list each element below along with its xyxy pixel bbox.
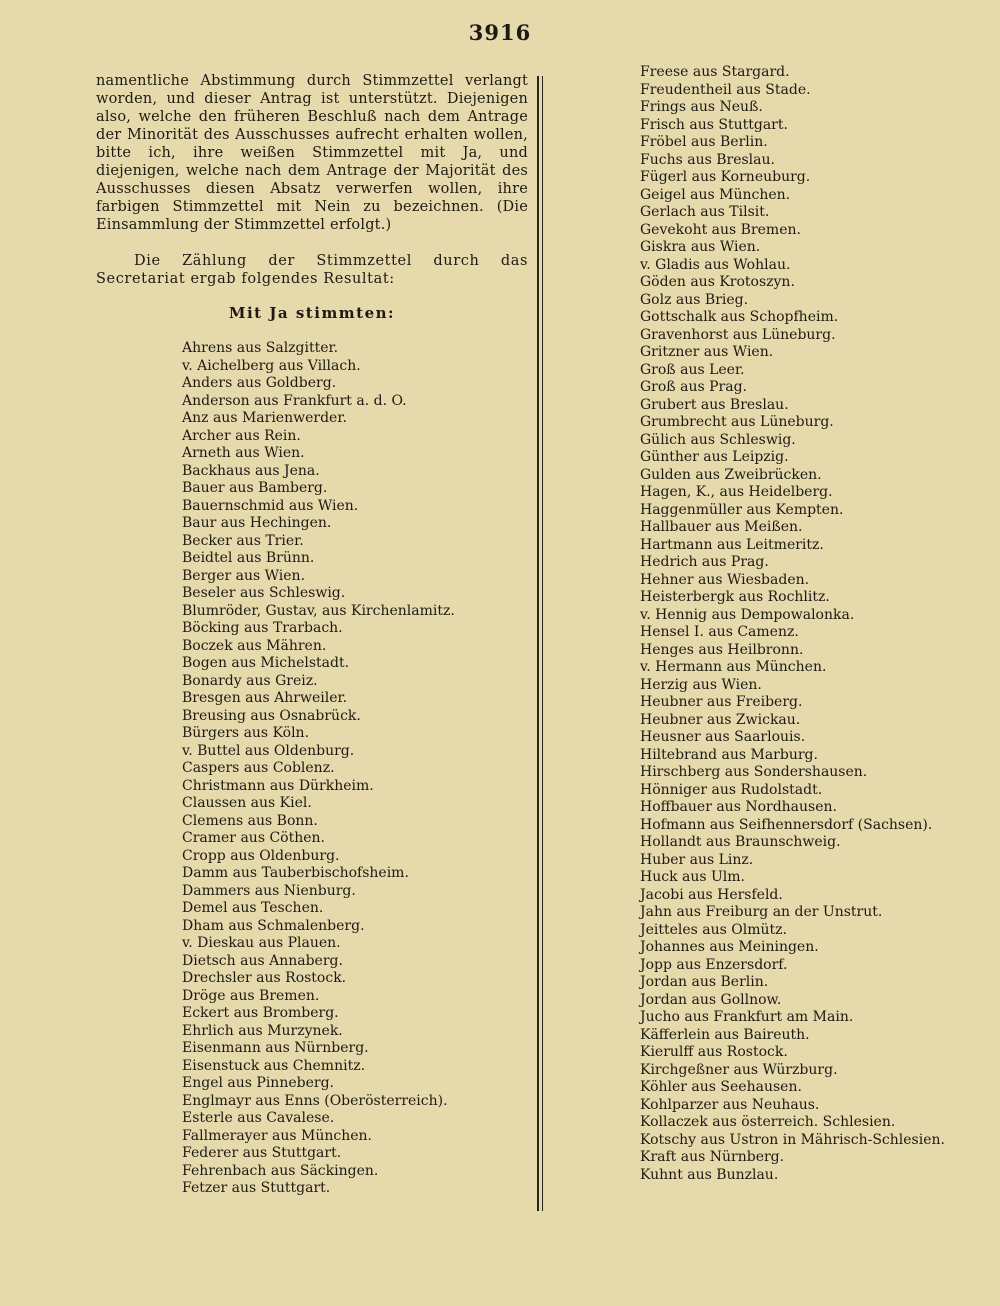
voter-name: v. Gladis aus Wohlau. (640, 256, 791, 273)
voter-name: Jordan aus Berlin. (640, 974, 769, 990)
voter-name: Gritzner aus Wien. (640, 344, 774, 360)
voter-name: Demel aus Teschen. (182, 900, 324, 916)
voter-name: Giskra aus Wien. (640, 239, 761, 255)
voter-name: Kierulff aus Rostock. (640, 1044, 788, 1060)
voter-name: Fetzer aus Stuttgart. (182, 1180, 331, 1196)
voter-name: Arneth aus Wien. (182, 445, 305, 461)
voter-name: Göden aus Krotoszyn. (640, 274, 795, 290)
voter-name: Englmayr aus Enns (Oberösterreich). (182, 1092, 448, 1109)
voter-name: Hagen, K., aus Heidelberg. (640, 484, 833, 500)
intro-paragraph: namentliche Abstimmung durch Stimmzettel verlangt worden, und dieser Antrag ist unterstützt. Diejenigen also, welche den früheren Beschluß nach dem Antrage der Minorität des Ausschusses aufrecht erhalten wollen, bitte ich, ihre weißen Stimmzettel mit Ja, und diejenigen, welche nach dem Antrage der Majorität des Ausschusses diesen Absatz verwerfen wollen, ihre farbigen Stimmzettel mit Nein zu bezeichnen. (Die Einsammlung der Stimmzettel erfolgt.) (96, 73, 528, 233)
voter-name: Gerlach aus Tilsit. (640, 204, 770, 220)
voter-name: Kohlparzer aus Neuhaus. (640, 1096, 820, 1113)
column-divider-inner (542, 76, 543, 1211)
voter-name: Archer aus Rein. (182, 427, 301, 444)
voter-name: Heubner aus Freiberg. (640, 694, 803, 710)
count-result-paragraph: Die Zählung der Stimmzettel durch das Secretariat ergab folgendes Resultat: (96, 253, 528, 287)
voter-name: Hehner aus Wiesbaden. (640, 571, 810, 588)
voter-name: Golz aus Brieg. (640, 291, 749, 308)
voter-name: Breusing aus Osnabrück. (182, 707, 361, 724)
voter-name: Haggenmüller aus Kempten. (640, 501, 844, 518)
voter-name: Hartmann aus Leitmeritz. (640, 536, 824, 553)
left-name-list (96, 340, 528, 1198)
voter-name: Hensel I. aus Camenz. (640, 624, 799, 640)
voter-name: Ehrlich aus Murzynek. (182, 1022, 343, 1039)
voter-name: Johannes aus Meiningen. (640, 939, 819, 955)
voter-name: Hedrich aus Prag. (640, 554, 769, 570)
voter-name: Kollaczek aus österreich. Schlesien. (640, 1114, 896, 1130)
voter-name: Bogen aus Michelstadt. (182, 655, 350, 671)
voter-name: Hofmann aus Seifhennersdorf (Sachsen). (640, 816, 933, 833)
voter-name: Hiltebrand aus Marburg. (640, 746, 818, 763)
voter-name: Damm aus Tauberbischofsheim. (182, 865, 409, 881)
voter-name: Eisenmann aus Nürnberg. (182, 1040, 369, 1056)
voter-name: Jahn aus Freiburg an der Unstrut. (640, 904, 883, 920)
voter-name: Anz aus Marienwerder. (182, 410, 347, 426)
voter-name: v. Buttel aus Oldenburg. (182, 742, 355, 759)
voter-name: Freudentheil aus Stade. (640, 81, 811, 98)
voter-name: Gulden aus Zweibrücken. (640, 466, 822, 483)
voter-name: Backhaus aus Jena. (182, 462, 320, 479)
voter-name: Jordan aus Gollnow. (640, 991, 782, 1008)
right-column (640, 64, 970, 1184)
voter-name: Käfferlein aus Baireuth. (640, 1026, 810, 1043)
voter-name: Caspers aus Coblenz. (182, 760, 335, 776)
voter-name: Fehrenbach aus Säckingen. (182, 1162, 379, 1179)
voter-name: Grubert aus Breslau. (640, 396, 789, 413)
voter-name: Beidtel aus Brünn. (182, 550, 315, 566)
voter-name: Anderson aus Frankfurt a. d. O. (182, 392, 407, 409)
voter-name: Gravenhorst aus Lüneburg. (640, 326, 836, 343)
voter-name: Heubner aus Zwickau. (640, 711, 801, 728)
voter-name: Freese aus Stargard. (640, 64, 790, 80)
voter-name: Groß aus Leer. (640, 361, 745, 378)
right-name-list (640, 64, 970, 1184)
voter-name: Huber aus Linz. (640, 851, 754, 868)
voter-name: Boczek aus Mähren. (182, 637, 327, 654)
voter-name: Christmann aus Dürkheim. (182, 777, 374, 794)
voter-name: Hollandt aus Braunschweig. (640, 834, 841, 850)
voter-name: Kuhnt aus Bunzlau. (640, 1166, 779, 1183)
voter-name: Blumröder, Gustav, aus Kirchenlamitz. (182, 602, 455, 619)
voter-name: Dammers aus Nienburg. (182, 882, 356, 899)
voter-name: Dietsch aus Annaberg. (182, 952, 343, 969)
page-number: 3916 (468, 20, 532, 45)
voter-name: Heusner aus Saarlouis. (640, 729, 806, 745)
voter-name: Groß aus Prag. (640, 379, 747, 395)
voter-name: Böcking aus Trarbach. (182, 620, 343, 636)
voter-name: Jucho aus Frankfurt am Main. (640, 1009, 854, 1025)
voter-name: Drechsler aus Rostock. (182, 970, 347, 986)
voter-name: Heisterbergk aus Rochlitz. (640, 589, 830, 605)
voter-name: Jopp aus Enzersdorf. (640, 956, 788, 973)
voter-name: Baur aus Hechingen. (182, 515, 332, 531)
voter-name: Geigel aus München. (640, 186, 791, 203)
voter-name: Engel aus Pinneberg. (182, 1075, 334, 1091)
voter-name: v. Aichelberg aus Villach. (182, 357, 361, 374)
voter-name: Bürgers aus Köln. (182, 725, 310, 741)
voter-name: Gevekoht aus Bremen. (640, 221, 801, 238)
voter-name: Dröge aus Bremen. (182, 987, 320, 1004)
voter-name: v. Hennig aus Dempowalonka. (640, 606, 855, 623)
voter-name: Claussen aus Kiel. (182, 795, 312, 811)
voter-name: Hirschberg aus Sondershausen. (640, 764, 868, 780)
voter-name: Bresgen aus Ahrweiler. (182, 690, 348, 706)
voter-name: Frings aus Neuß. (640, 99, 763, 115)
column-divider (537, 76, 539, 1211)
voter-name: Hallbauer aus Meißen. (640, 519, 803, 535)
voter-name: Frisch aus Stuttgart. (640, 116, 788, 133)
voter-name: Cropp aus Oldenburg. (182, 847, 340, 864)
voter-name: Kirchgeßner aus Würzburg. (640, 1061, 838, 1078)
voter-name: Beseler aus Schleswig. (182, 585, 346, 601)
yes-votes-heading: Mit Ja stimmten: (228, 304, 396, 322)
voter-name: Günther aus Leipzig. (640, 449, 789, 465)
voter-name: Henges aus Heilbronn. (640, 641, 804, 658)
voter-name: Kotschy aus Ustron in Mährisch-Schlesien. (640, 1131, 945, 1148)
voter-name: Eckert aus Bromberg. (182, 1005, 339, 1021)
voter-name: Grumbrecht aus Lüneburg. (640, 414, 834, 430)
voter-name: Becker aus Trier. (182, 532, 304, 549)
voter-name: Huck aus Ulm. (640, 869, 745, 885)
voter-name: Fröbel aus Berlin. (640, 134, 768, 150)
voter-name: Eisenstuck aus Chemnitz. (182, 1057, 366, 1074)
voter-name: Fuchs aus Breslau. (640, 151, 775, 168)
voter-name: Bonardy aus Greiz. (182, 672, 318, 689)
voter-name: Hoffbauer aus Nordhausen. (640, 799, 837, 815)
voter-name: Jacobi aus Hersfeld. (640, 886, 783, 903)
voter-name: Esterle aus Cavalese. (182, 1110, 335, 1126)
voter-name: Herzig aus Wien. (640, 676, 762, 693)
voter-name: v. Hermann aus München. (640, 659, 827, 675)
voter-name: Fügerl aus Korneuburg. (640, 169, 811, 185)
voter-name: Köhler aus Seehausen. (640, 1079, 802, 1095)
voter-name: Clemens aus Bonn. (182, 812, 318, 829)
voter-name: Gottschalk aus Schopfheim. (640, 309, 839, 325)
voter-name: Federer aus Stuttgart. (182, 1145, 342, 1161)
voter-name: Cramer aus Cöthen. (182, 830, 325, 846)
voter-name: Fallmerayer aus München. (182, 1127, 372, 1144)
voter-name: Ahrens aus Salzgitter. (182, 340, 339, 356)
voter-name: Hönniger aus Rudolstadt. (640, 781, 823, 798)
left-column (96, 72, 528, 1198)
voter-name: Anders aus Goldberg. (182, 375, 337, 391)
voter-name: Bauernschmid aus Wien. (182, 497, 359, 514)
voter-name: Gülich aus Schleswig. (640, 431, 796, 448)
voter-name: Jeitteles aus Olmütz. (640, 921, 788, 938)
voter-name: v. Dieskau aus Plauen. (182, 935, 341, 951)
voter-name: Dham aus Schmalenberg. (182, 917, 365, 934)
voter-name: Berger aus Wien. (182, 567, 306, 584)
voter-name: Bauer aus Bamberg. (182, 480, 328, 496)
voter-name: Kraft aus Nürnberg. (640, 1149, 785, 1165)
